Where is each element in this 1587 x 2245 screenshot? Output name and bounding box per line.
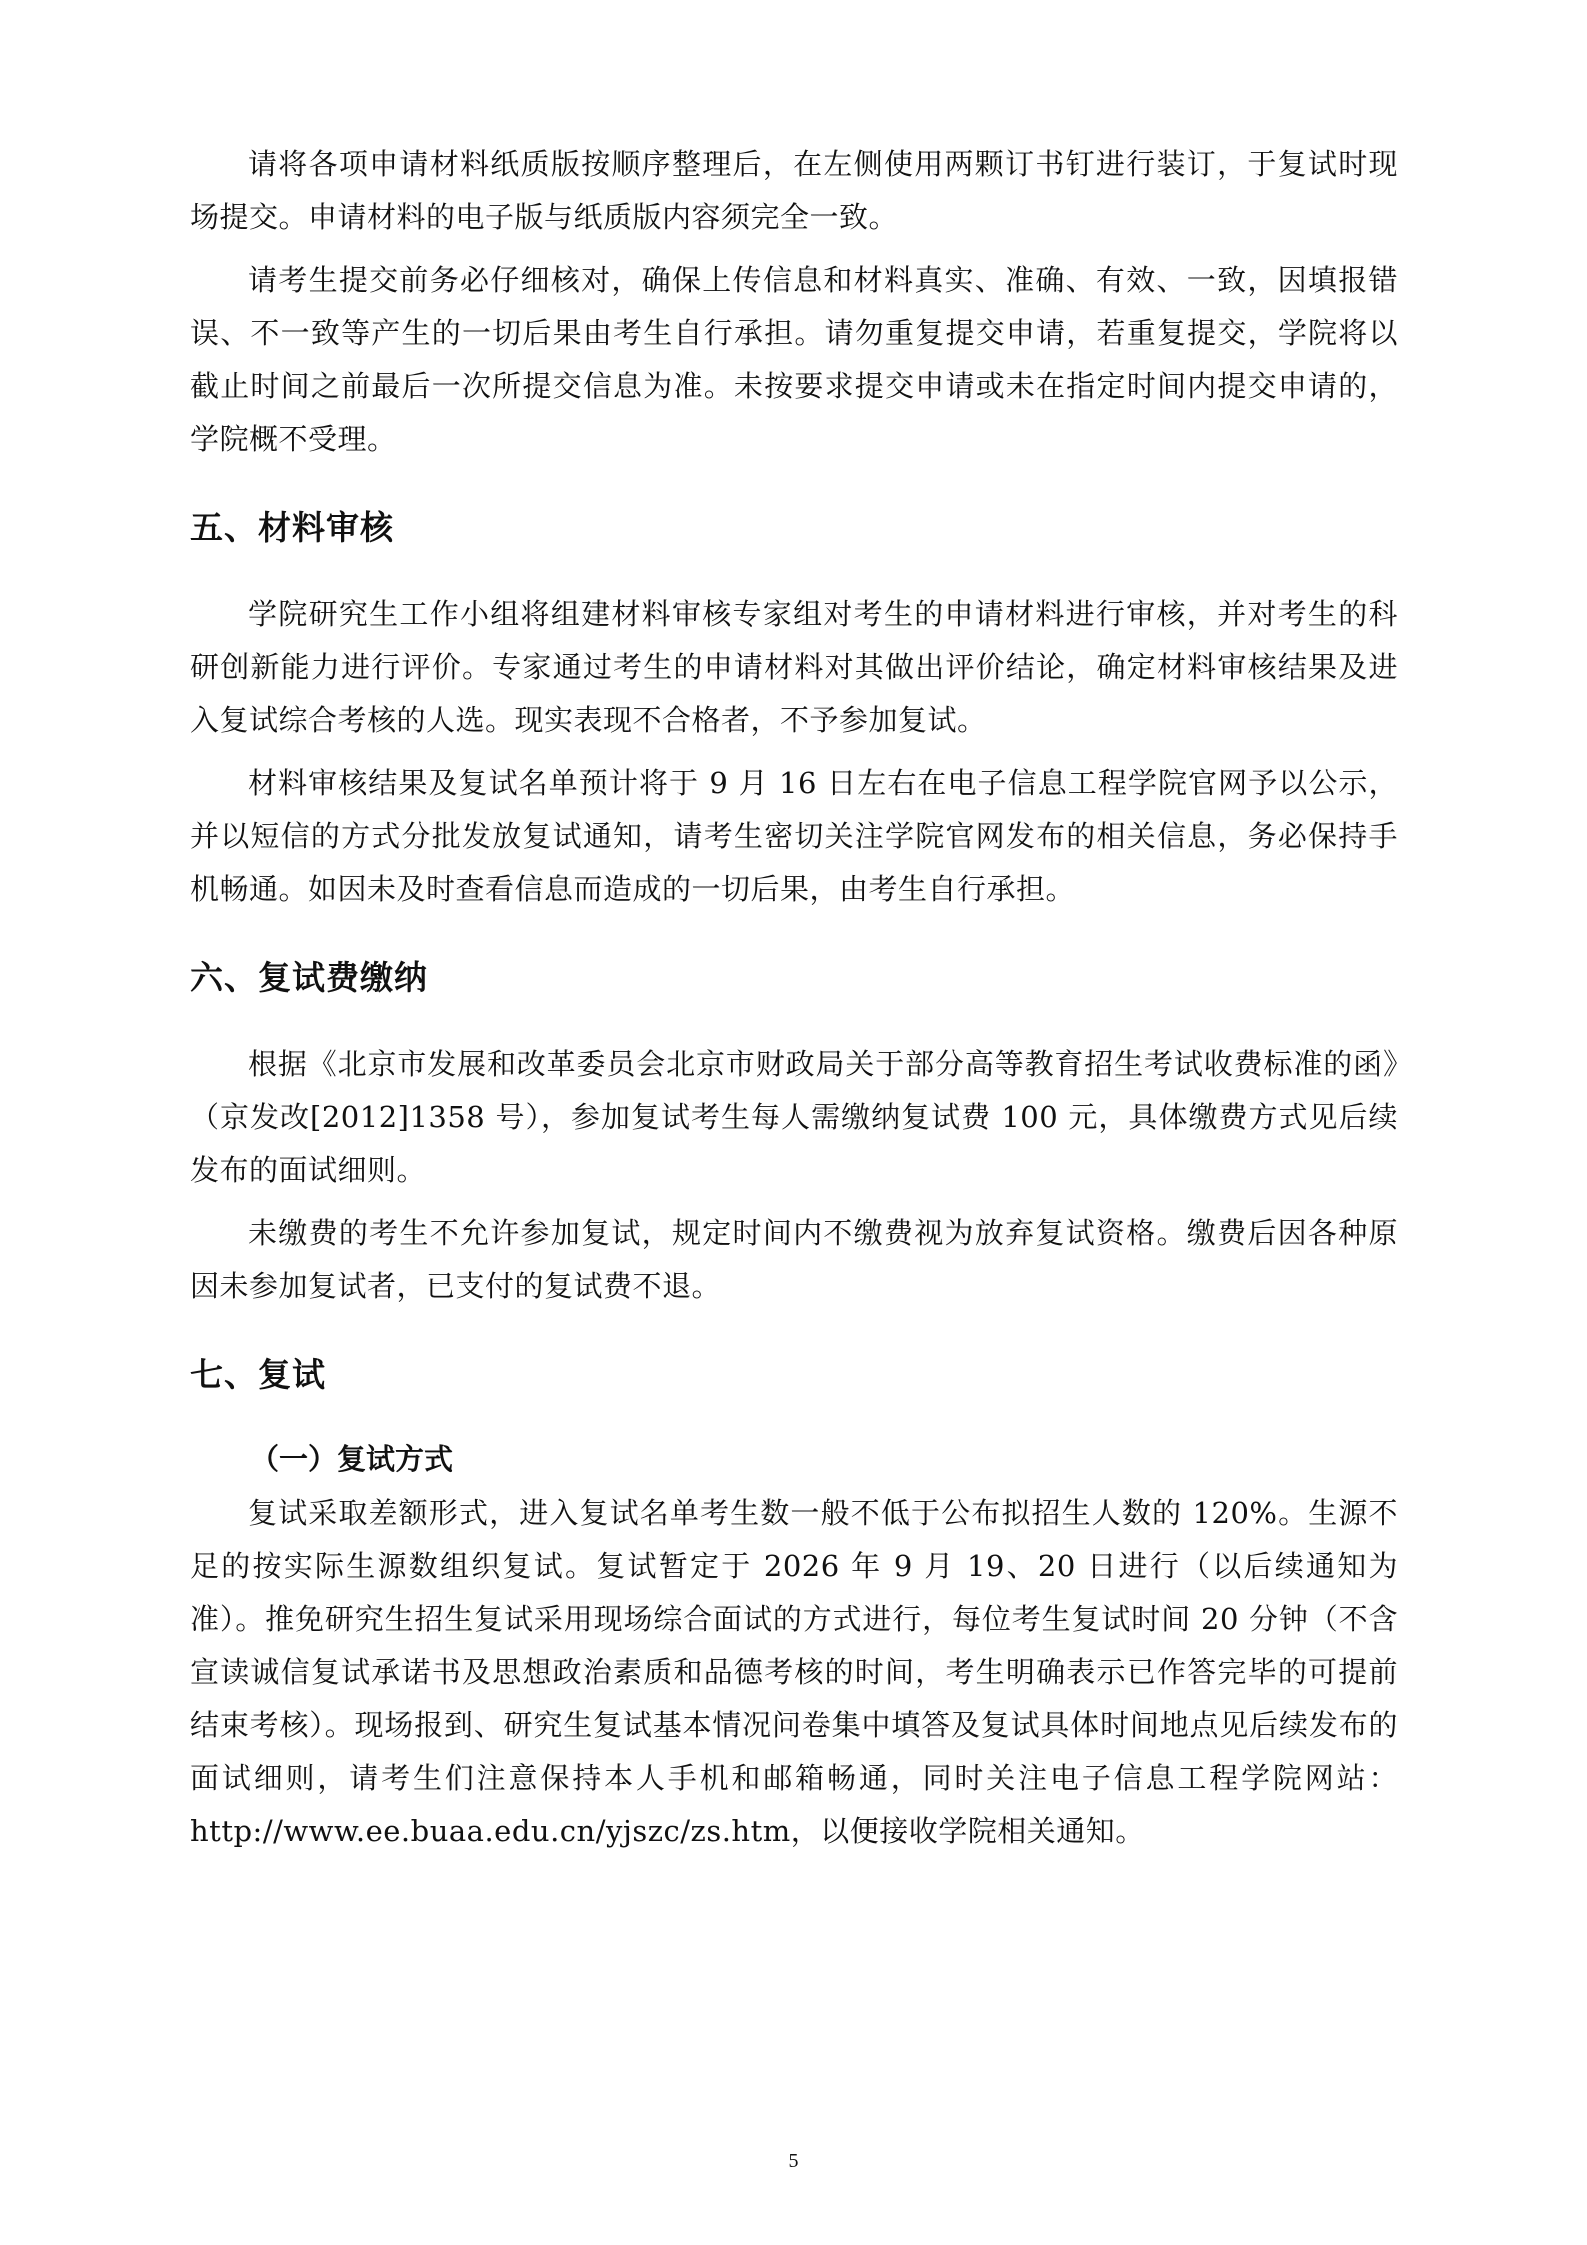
intro-paragraph-2: 请考生提交前务必仔细核对，确保上传信息和材料真实、准确、有效、一致，因填报错误、不一致等产生的一切后果由考生自行承担。请勿重复提交申请，若重复提交，学院将以截止时间之前最后一次所提交信息为准。未按要求提交申请或未在指定时间内提交申请的，学院概不受理。	[190, 263, 1398, 456]
section-heading-fee-payment: 六、复试费缴纳	[190, 958, 428, 997]
fee-payment-paragraph-2: 未缴费的考生不允许参加复试，规定时间内不缴费视为放弃复试资格。缴费后因各种原因未参加复试者，已支付的复试费不退。	[190, 1216, 1398, 1303]
section-heading-material-review: 五、材料审核	[190, 508, 394, 547]
document-page	[190, 138, 1398, 1868]
subheading-interview-method: （一）复试方式	[250, 1442, 454, 1476]
material-review-paragraph-2: 材料审核结果及复试名单预计将于 9 月 16 日左右在电子信息工程学院官网予以公示，并以短信的方式分批发放复试通知，请考生密切关注学院官网发布的相关信息，务必保持手机畅通。如因未及时查看信息而造成的一切后果，由考生自行承担。	[190, 766, 1398, 906]
intro-paragraph-1: 请将各项申请材料纸质版按顺序整理后，在左侧使用两颗订书钉进行装订，于复试时现场提交。申请材料的电子版与纸质版内容须完全一致。	[190, 147, 1398, 234]
section-heading-interview: 七、复试	[190, 1355, 326, 1394]
page-number: 5	[788, 2150, 799, 2172]
material-review-paragraph-1: 学院研究生工作小组将组建材料审核专家组对考生的申请材料进行审核，并对考生的科研创新能力进行评价。专家通过考生的申请材料对其做出评价结论，确定材料审核结果及进入复试综合考核的人选。现实表现不合格者，不予参加复试。	[190, 597, 1398, 737]
fee-payment-paragraph-1: 根据《北京市发展和改革委员会北京市财政局关于部分高等教育招生考试收费标准的函》（京发改[2012]1358 号），参加复试考生每人需缴纳复试费 100 元，具体缴费方式见后续发布的面试细则。	[190, 1047, 1398, 1187]
interview-method-paragraph: 复试采取差额形式，进入复试名单考生数一般不低于公布拟招生人数的 120%。生源不足的按实际生源数组织复试。复试暂定于 2026 年 9 月 19、20 日进行（以后续通知为准）。推免研究生招生复试采用现场综合面试的方式进行，每位考生复试时间 20 分钟（不含宣读诚信复试承诺书及思想政治素质和品德考核的时间，考生明确表示已作答完毕的可提前结束考核）。现场报到、研究生复试基本情况问卷集中填答及复试具体时间地点见后续发布的面试细则，请考生们注意保持本人手机和邮箱畅通，同时关注电子信息工程学院网站：http://www.ee.buaa.edu.cn/yjszc/zs.htm，以便接收学院相关通知。	[190, 1496, 1398, 1848]
